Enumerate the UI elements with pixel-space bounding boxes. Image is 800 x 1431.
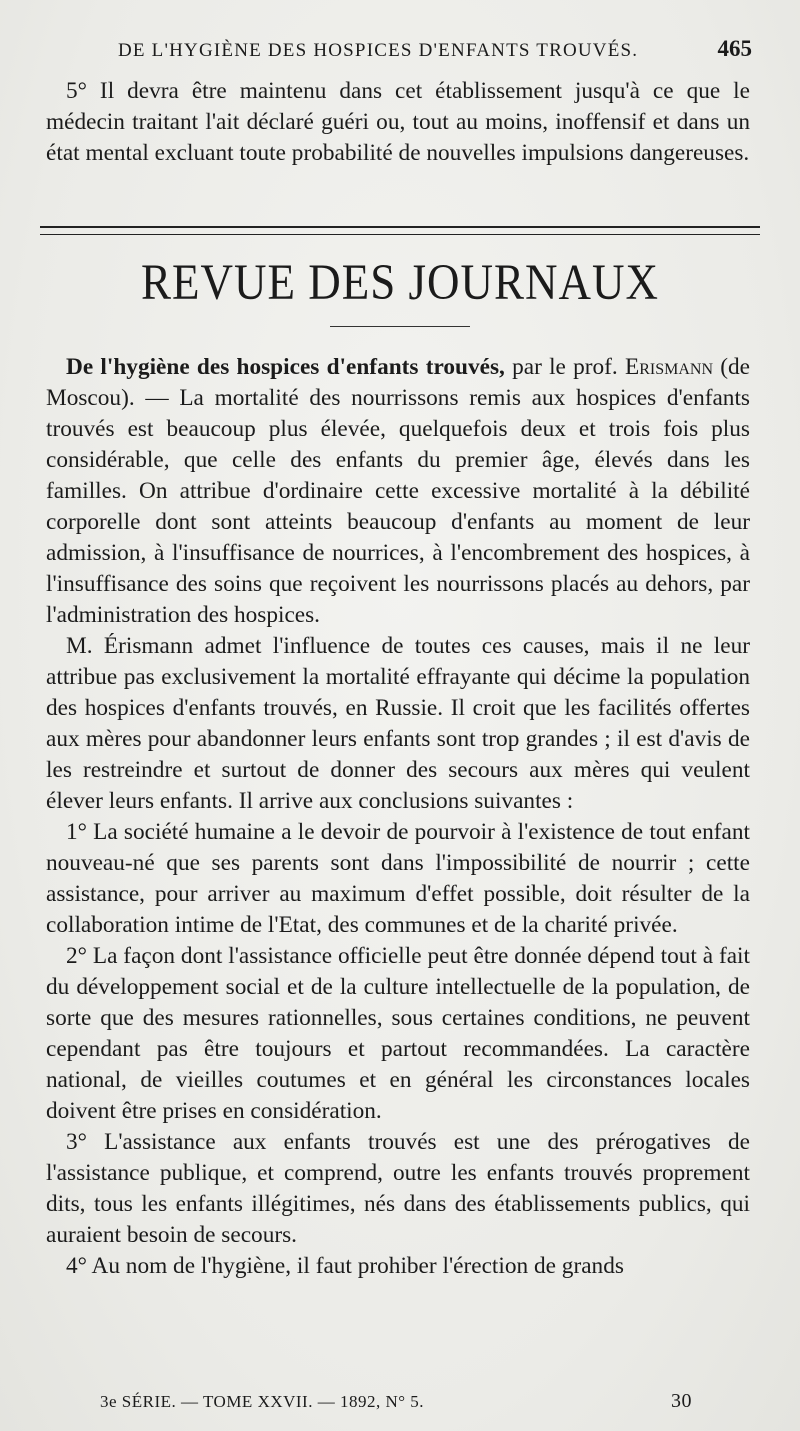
page-number: 465: [717, 36, 752, 61]
article-paragraph: 1° La société humaine a le devoir de pourvoir à l'existence de tout enfant nouveau-né que ses parents sont dans l'impossibilité de nourrir ; cette assistance, pour arriver au maximum d'effet possible, doit résulter de la collaboration intime de l'Etat, des communes et de la charité privée.: [46, 819, 750, 938]
footer-series: 3e SÉRIE. — TOME XXVII. — 1892, N° 5.: [100, 1392, 425, 1411]
article-title: De l'hygiène des hospices d'enfants trouvés,: [66, 354, 505, 380]
running-head: [118, 36, 752, 62]
article-intro-paragraph: [46, 352, 750, 631]
article-paragraph: 4° Au nom de l'hygiène, il faut prohiber l'érection de grands: [66, 1253, 624, 1279]
article-byline-prefix: par le prof.: [504, 354, 625, 380]
article-intro: (de Moscou). — La mortalité des nourrissons remis aux hospices d'enfants trouvés est beaucoup plus élevée, quelquefois deux et trois fois plus considérable, que celle des enfants du premier âge, élevés dans les familles. On attribue d'ordinaire cette excessive mortalité à la débilité corporelle dont sont atteints beaucoup d'enfants au moment de leur admission, à l'insuffisance de nourrices, à l'encombrement des hospices, à l'insuffisance des soins que reçoivent les nourrissons placés au dehors, par l'administration des hospices.: [46, 354, 750, 628]
continuation-paragraph: 5° Il devra être maintenu dans cet établissement jusqu'à ce que le médecin traitant l'ait déclaré guéri ou, tout au moins, inoffensif et dans un état mental excluant toute probabilité de nouvelles impulsions dangereuses.: [46, 78, 750, 166]
section-title: REVUE DES JOURNAUX: [140, 254, 659, 310]
footer-signature: 30: [671, 1390, 692, 1412]
section-divider: [40, 226, 760, 235]
article-paragraph: 3° L'assistance aux enfants trouvés est une des prérogatives de l'assistance publique, et comprend, outre les enfants trouvés proprement dits, tous les enfants illégitimes, nés dans des établissements publics, qui auraient besoin de secours.: [46, 1129, 750, 1248]
article-paragraph: 2° La façon dont l'assistance officielle peut être donnée dépend tout à fait du développement social et de la culture intellectuelle de la population, de sorte que des mesures rationnelles, sous certaines conditions, ne peuvent cependant pas être toujours et partout recommandées. La caractère national, de vieilles coutumes et en général les circonstances locales doivent être prises en considération.: [46, 943, 750, 1124]
article-paragraph: M. Érismann admet l'influence de toutes ces causes, mais il ne leur attribue pas exclusivement la mortalité effrayante qui décime la population des hospices d'enfants trouvés, en Russie. Il croit que les facilités offertes aux mères pour abandonner leurs enfants sont trop grandes ; il est d'avis de les restreindre et surtout de donner des secours aux mères qui veulent élever leurs enfants. Il arrive aux conclusions suivantes :: [46, 633, 750, 814]
article-author: Erismann: [624, 354, 714, 380]
title-underline: [330, 326, 470, 327]
page-footer: [100, 1390, 692, 1413]
running-head-title: DE L'HYGIÈNE DES HOSPICES D'ENFANTS TROUVÉS.: [118, 40, 639, 61]
continuation-text: [46, 76, 750, 169]
article-body: [46, 352, 750, 1282]
